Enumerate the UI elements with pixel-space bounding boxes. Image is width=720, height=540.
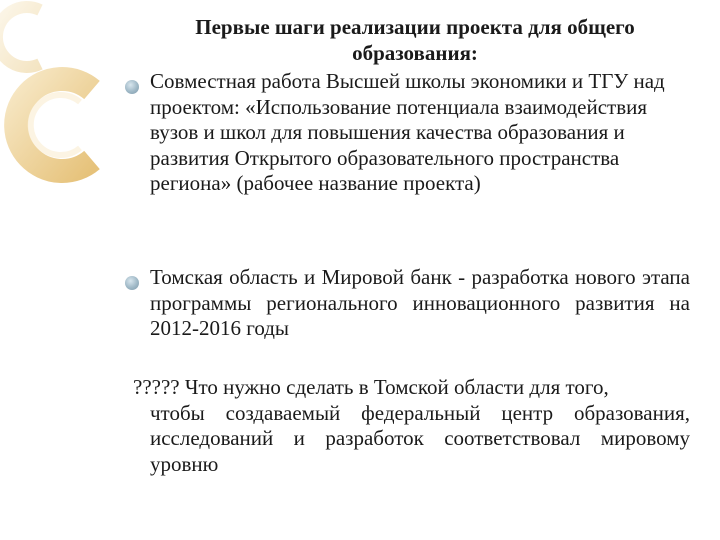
bullet-marker-2	[125, 276, 139, 290]
bullet-text-2: Томская область и Мировой банк - разработка нового этапа программы регионального инновационного развития на 2012-2016 годы	[150, 265, 690, 340]
slide-title: Первые шаги реализации проекта для общего образования:	[195, 15, 635, 65]
upper-ring-arc	[0, 7, 40, 67]
main-ring-inner-arc	[31, 95, 80, 155]
bullet-marker-1	[125, 80, 139, 94]
question-rest: чтобы создаваемый федеральный центр образования, исследований и разработок соответствовал мировому уровню	[150, 400, 690, 476]
bullet-text-1: Совместная работа Высшей школы экономики и ТГУ над проектом: «Использование потенциала взаимодействия вузов и школ для повышения качества образования и развития Открытого образовательного пространства региона» (рабочее название проекта)	[150, 69, 665, 195]
question-paragraph	[133, 375, 690, 477]
question-first-line: Что нужно сделать в Томской области для того,	[184, 375, 609, 399]
question-marks: ?????	[133, 375, 180, 399]
decorative-rings	[0, 0, 110, 200]
